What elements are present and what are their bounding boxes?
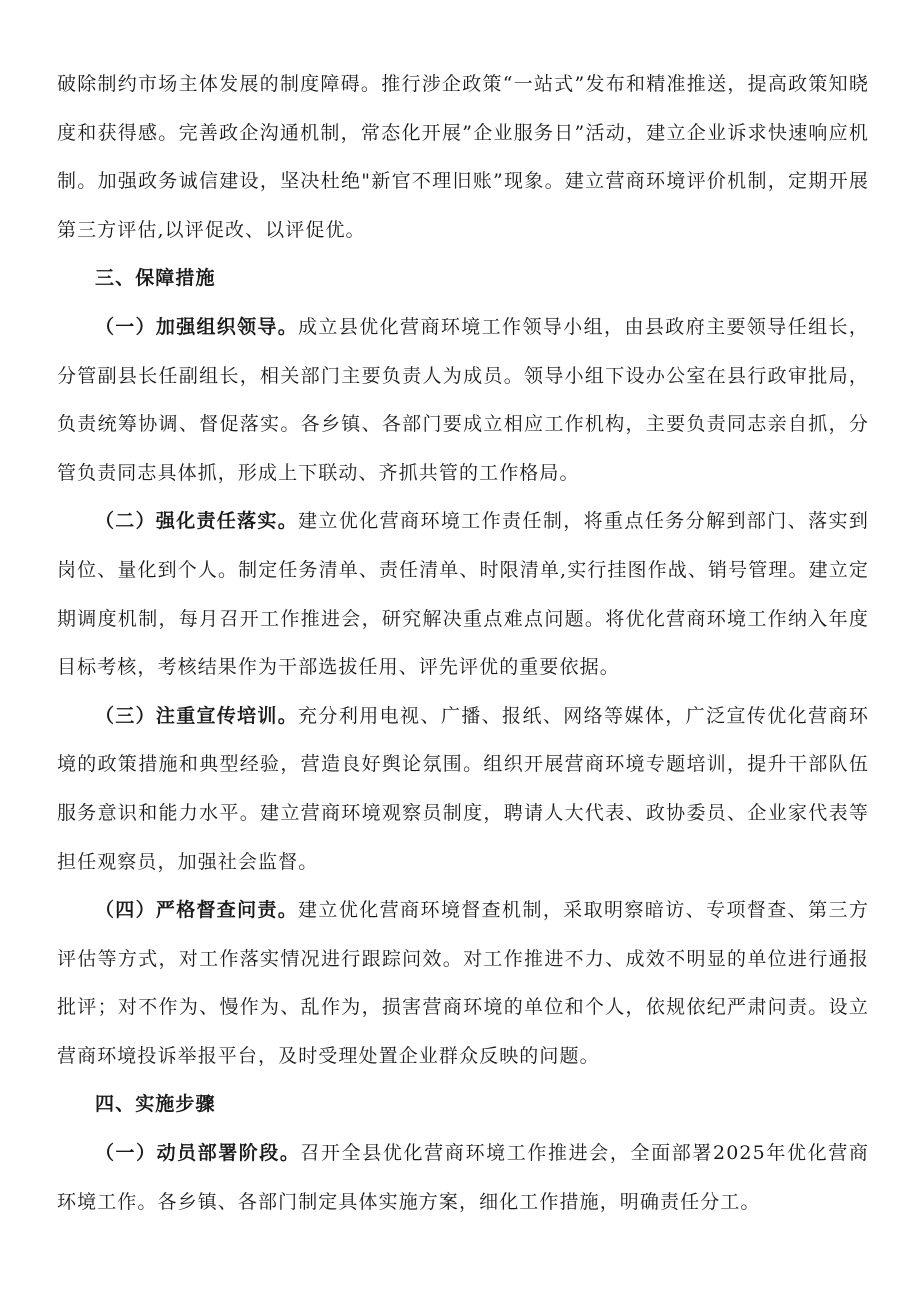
document-body bbox=[57, 60, 869, 1226]
paragraph-text: 充分利用电视、广播、报纸、网络等媒体，广泛宣传优化营商环境的政策措施和典型经验，营造良好舆论氛围。组织开展营商环境专题培训，提升干部队伍服务意识和能力水平。建立营商环境观察员制度，聘请人大代表、政协委员、企业家代表等担任观察员，加强社会监督。 bbox=[57, 704, 869, 873]
paragraph-lead: （一）加强组织领导。 bbox=[95, 315, 299, 338]
paragraph-text: 建立优化营商环境工作责任制，将重点任务分解到部门、落实到岗位、量化到个人。制定任务清单、责任清单、时限清单,实行挂图作战、销号管理。建立定期调度机制，每月召开工作推进会，研究解决重点难点问题。将优化营商环境工作纳入年度目标考核，考核结果作为干部选拔任用、评先评优的重要依据。 bbox=[57, 510, 869, 679]
paragraph-lead: （四）严格督查问责。 bbox=[95, 899, 299, 922]
paragraph-supervision-accountability bbox=[57, 886, 869, 1080]
section-heading-implementation-steps: 四、实施步骤 bbox=[95, 1093, 216, 1116]
paragraph-organization-leadership bbox=[57, 303, 869, 497]
paragraph-lead: （一）动员部署阶段。 bbox=[95, 1142, 301, 1165]
paragraph-text: 建立优化营商环境督查机制，采取明察暗访、专项督查、第三方评估等方式，对工作落实情况进行跟踪问效。对工作推进不力、成效不明显的单位进行通报批评；对不作为、慢作为、乱作为，损害营商环境的单位和个人，依规依纪严肃问责。设立营商环境投诉举报平台，及时受理处置企业群众反映的问题。 bbox=[57, 899, 869, 1067]
paragraph-text: 成立县优化营商环境工作领导小组，由县政府主要领导任组长，分管副县长任副组长，相关部门主要负责人为成员。领导小组下设办公室在县行政审批局，负责统筹协调、督促落实。各乡镇、各部门要成立相应工作机构，主要负责同志亲自抓，分管负责同志具体抓，形成上下联动、齐抓共管的工作格局。 bbox=[57, 315, 869, 484]
paragraph-lead: （二）强化责任落实。 bbox=[95, 510, 299, 533]
paragraph-mobilization-phase bbox=[57, 1129, 869, 1226]
paragraph-publicity-training bbox=[57, 692, 869, 886]
section-heading-safeguards: 三、保障措施 bbox=[95, 267, 216, 290]
paragraph-lead: （三）注重宣传培训。 bbox=[95, 704, 299, 727]
paragraph-responsibility bbox=[57, 497, 869, 691]
paragraph-text: 召开全县优化营商环境工作推进会，全面部署2025年优化营商环境工作。各乡镇、各部门制定具体实施方案，细化工作措施，明确责任分工。 bbox=[57, 1142, 869, 1213]
continuation-paragraph: 破除制约市场主体发展的制度障碍。推行涉企政策“一站式”发布和精准推送，提高政策知晓度和获得感。完善政企沟通机制，常态化开展”企业服务日”活动，建立企业诉求快速响应机制。加强政务诚信建设，坚决杜绝"新官不理旧账”现象。建立营商环境评价机制，定期开展第三方评估,以评促改、以评促优。 bbox=[57, 73, 869, 241]
